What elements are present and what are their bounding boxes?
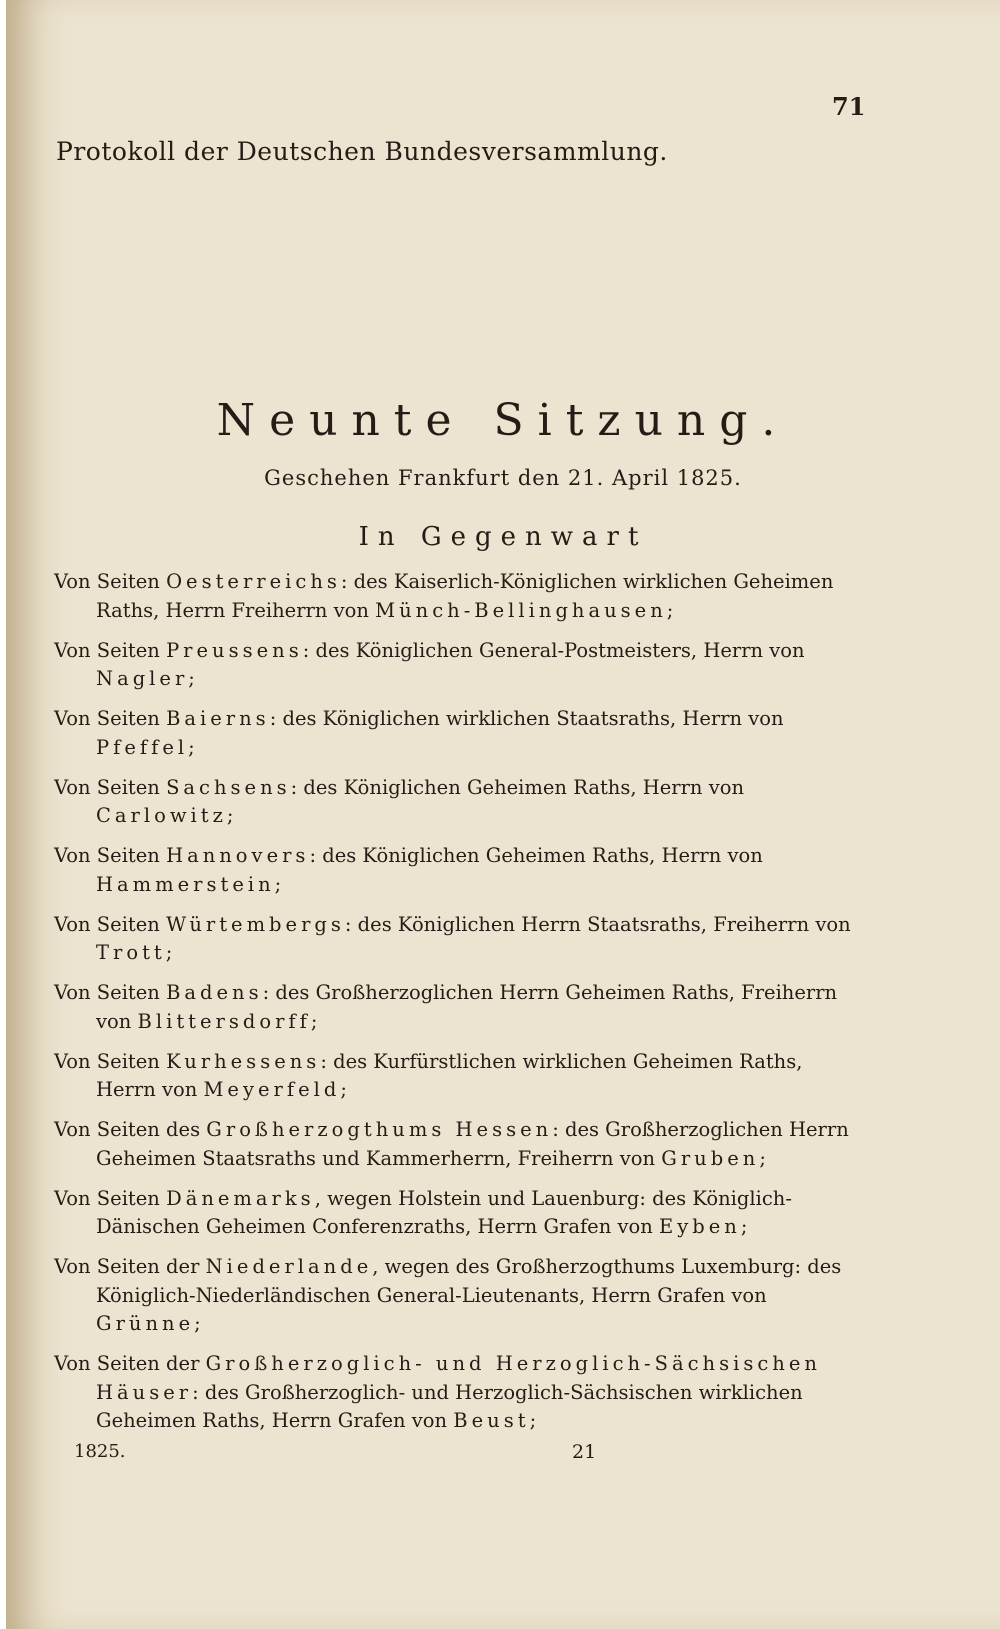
- state-name: Würtembergs: [166, 912, 345, 936]
- state-name: Sachsens: [166, 775, 291, 799]
- page: [6, 0, 1000, 1629]
- state-name: Kurhessens: [166, 1049, 321, 1073]
- attendee-entry: Von Seiten der Großherzoglich- und Herzoglich-Sächsischen Häuser: des Großherzoglich- und Herzoglich-Sächsischen wirklichen Geheimen Raths, Herrn Grafen von Beust;: [54, 1352, 821, 1432]
- envoy-name: Hammerstein: [96, 872, 275, 896]
- envoy-name: Nagler: [96, 667, 189, 690]
- attendee-entry: Von Seiten des Großherzogthums Hessen: des Großherzoglichen Herrn Geheimen Staatsraths und Kammerherrn, Freiherrn von Gruben;: [54, 1118, 849, 1170]
- state-name: Oesterreichs: [166, 570, 341, 593]
- state-name: Niederlande: [205, 1255, 373, 1278]
- envoy-name: Meyerfeld: [203, 1078, 341, 1101]
- envoy-name: Münch-Bellinghausen: [375, 598, 667, 622]
- state-name: Dänemarks: [166, 1186, 315, 1210]
- attendee-entry: Von Seiten Preussens: des Königlichen General-Postmeisters, Herrn von Nagler;: [54, 638, 805, 690]
- envoy-name: Trott: [96, 941, 166, 964]
- state-name: Baierns: [166, 707, 270, 730]
- attendee-entry: Von Seiten Sachsens: des Königlichen Geheimen Raths, Herrn von Carlowitz;: [54, 775, 745, 827]
- attendee-entry: Von Seiten Würtembergs: des Königlichen Herrn Staatsraths, Freiherrn von Trott;: [54, 912, 851, 964]
- envoy-name: Beust: [453, 1409, 530, 1432]
- envoy-name: Gruben: [661, 1146, 760, 1170]
- presence-heading: In Gegenwart: [358, 522, 648, 552]
- footer-year: 1825.: [74, 1441, 126, 1462]
- attendee-entry: Von Seiten Badens: des Großherzoglichen Herrn Geheimen Raths, Freiherrn von Blittersdorff;: [54, 981, 838, 1033]
- attendee-entry: Von Seiten Hannovers: des Königlichen Geheimen Raths, Herrn von Hammerstein;: [54, 844, 763, 896]
- attendee-entry: Von Seiten Baierns: des Königlichen wirklichen Staatsraths, Herrn von Pfeffel;: [54, 707, 784, 759]
- attendee-entry: Von Seiten der Niederlande, wegen des Großherzogthums Luxemburg: des Königlich-Niederländischen General-Lieutenants, Herrn Grafen von Grünne;: [54, 1255, 842, 1335]
- attendee-entry: Von Seiten Oesterreichs: des Kaiserlich-Königlichen wirklichen Geheimen Raths, Herrn Freiherrn von Münch-Bellinghausen;: [54, 570, 834, 622]
- running-head: Protokoll der Deutschen Bundesversammlung.: [56, 137, 668, 166]
- envoy-name: Pfeffel: [96, 735, 189, 759]
- envoy-name: Blittersdorff: [137, 1009, 311, 1033]
- page-number: 71: [832, 92, 866, 121]
- attendee-list: [54, 568, 866, 1447]
- attendee-entry: Von Seiten Dänemarks, wegen Holstein und Lauenburg: des Königlich-Dänischen Geheimen Conferenzraths, Herrn Grafen von Eyben;: [54, 1186, 792, 1238]
- state-name: Badens: [166, 981, 263, 1004]
- state-name: Großherzoglich- und Herzoglich-Sächsischen Häuser: [96, 1352, 821, 1404]
- footer-signature: 21: [572, 1441, 597, 1463]
- envoy-name: Eyben: [659, 1215, 741, 1238]
- envoy-name: Grünne: [96, 1312, 195, 1335]
- state-name: Hannovers: [166, 844, 310, 867]
- attendee-entry: Von Seiten Kurhessens: des Kurfürstlichen wirklichen Geheimen Raths, Herrn von Meyerfeld;: [54, 1049, 803, 1101]
- state-name: Großherzogthums Hessen: [206, 1118, 553, 1141]
- state-name: Preussens: [166, 638, 303, 662]
- session-title: Neunte Sitzung.: [216, 395, 790, 446]
- envoy-name: Carlowitz: [96, 804, 227, 827]
- session-date: Geschehen Frankfurt den 21. April 1825.: [264, 466, 742, 490]
